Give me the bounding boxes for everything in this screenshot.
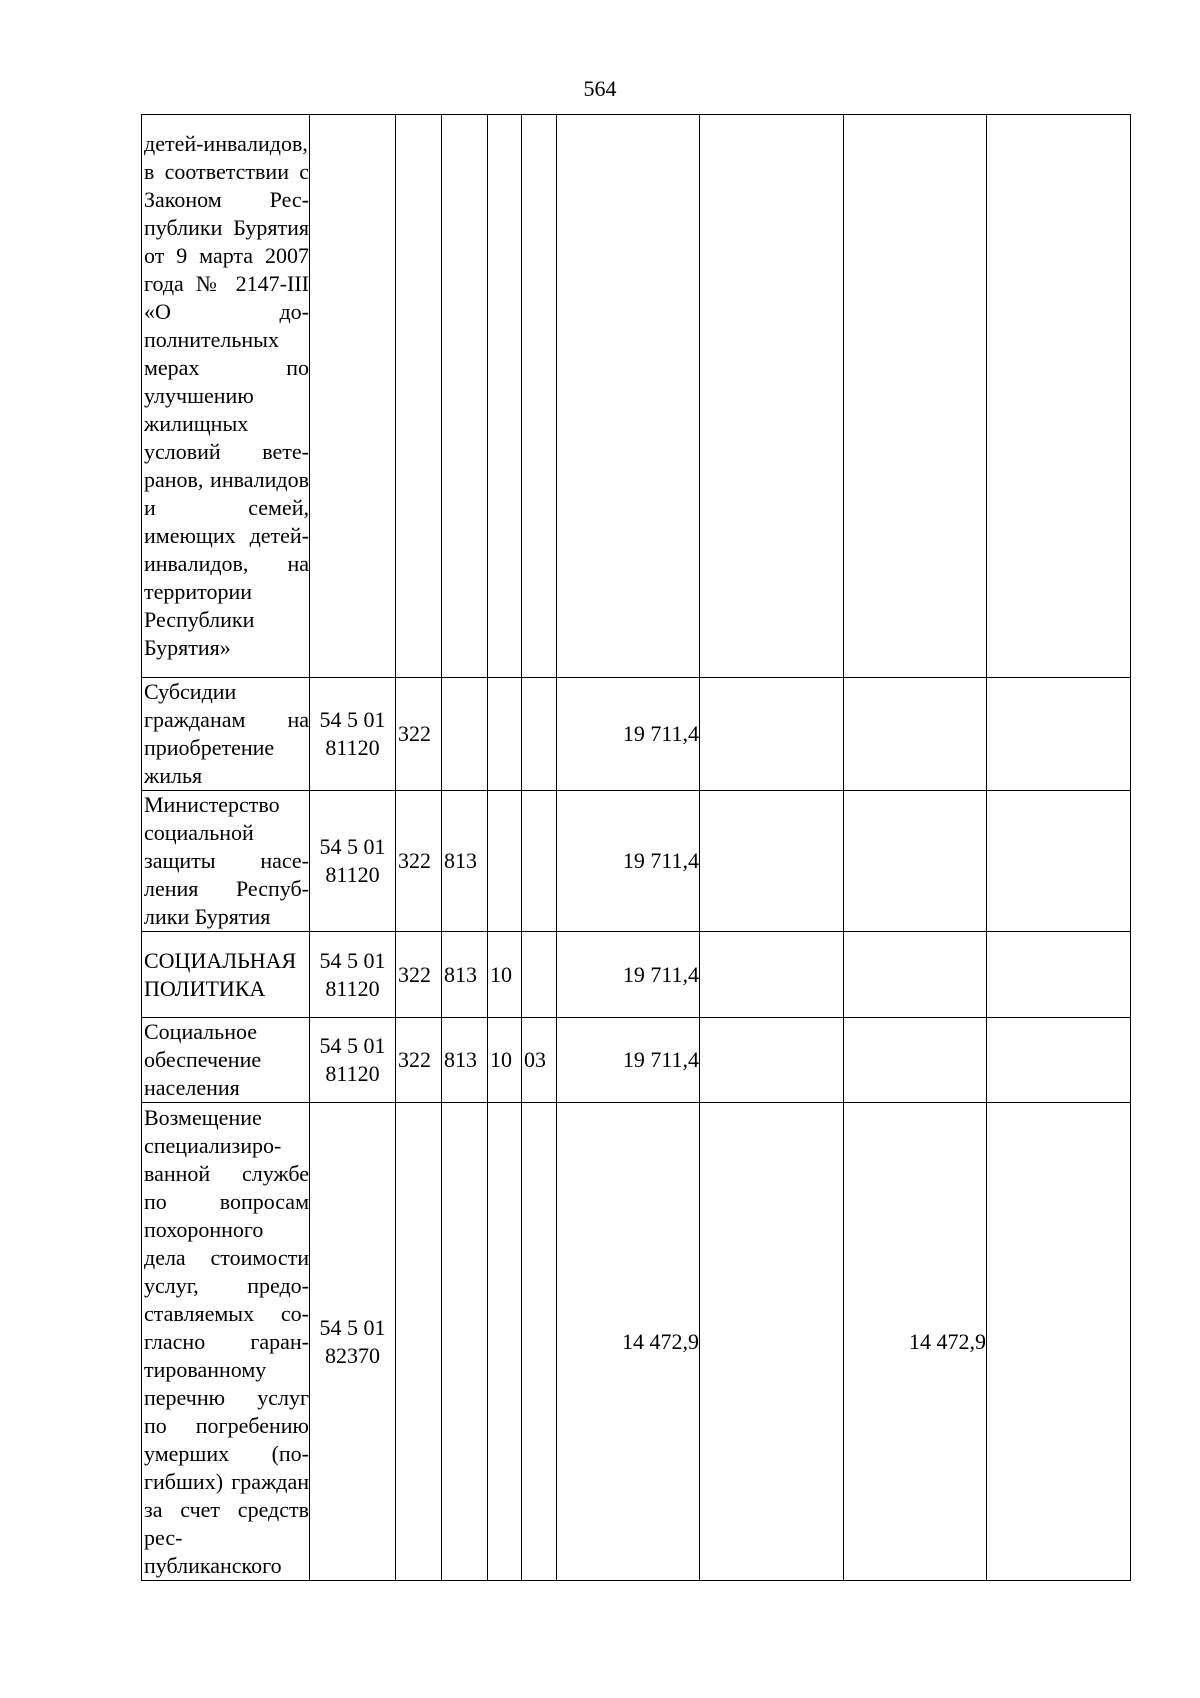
row-sum-total [557, 115, 700, 678]
row-sum-column-2 [700, 932, 844, 1018]
row-sum-column-3: 14 472,9 [844, 1103, 987, 1581]
row-name: Социальное обеспечение населения [142, 1018, 310, 1103]
row-expense-type-code [396, 115, 442, 678]
table-body [142, 115, 1131, 1581]
table-row [142, 1103, 1131, 1581]
row-expense-type-code: 322 [396, 791, 442, 932]
row-target-article-code: 54 5 01 81120 [310, 1018, 396, 1103]
row-sum-column-4 [987, 932, 1131, 1018]
row-sum-column-4 [987, 1018, 1131, 1103]
row-expense-type-code: 322 [396, 1018, 442, 1103]
row-subsection-code: 03 [522, 1018, 557, 1103]
row-subsection-code [522, 791, 557, 932]
table-row [142, 678, 1131, 791]
table-row [142, 791, 1131, 932]
row-sum-column-2 [700, 1018, 844, 1103]
row-section-code: 10 [488, 932, 522, 1018]
row-sum-column-4 [987, 115, 1131, 678]
row-sum-total: 19 711,4 [557, 791, 700, 932]
row-section-code: 10 [488, 1018, 522, 1103]
row-section-code [488, 791, 522, 932]
row-subsection-code [522, 932, 557, 1018]
row-sum-column-2 [700, 791, 844, 932]
row-target-article-code: 54 5 01 81120 [310, 932, 396, 1018]
row-sum-total: 19 711,4 [557, 1018, 700, 1103]
row-administrator-code: 813 [442, 1018, 488, 1103]
row-subsection-code [522, 1103, 557, 1581]
row-sum-column-4 [987, 791, 1131, 932]
row-target-article-code: 54 5 01 82370 [310, 1103, 396, 1581]
table-row [142, 932, 1131, 1018]
row-name: детей-инвалидов, в соответствии с Законом Республики Бурятия от 9 марта 2007 года № 2147-III «О дополнительных мерах по улучшению жилищных условий ветеранов, инвалидов и семей, имеющих детей-инвалидов, на территории Республики Бурятия» [142, 115, 310, 678]
row-expense-type-code [396, 1103, 442, 1581]
page-number: 564 [583, 76, 617, 101]
row-sum-total: 19 711,4 [557, 932, 700, 1018]
row-sum-column-3 [844, 115, 987, 678]
row-expense-type-code: 322 [396, 932, 442, 1018]
row-section-code [488, 678, 522, 791]
row-administrator-code [442, 678, 488, 791]
row-sum-column-4 [987, 678, 1131, 791]
row-sum-total: 14 472,9 [557, 1103, 700, 1581]
row-sum-total: 19 711,4 [557, 678, 700, 791]
budget-table [141, 114, 1131, 1581]
row-target-article-code [310, 115, 396, 678]
row-sum-column-4 [987, 1103, 1131, 1581]
row-section-code [488, 115, 522, 678]
row-sum-column-2 [700, 115, 844, 678]
table-row [142, 115, 1131, 678]
row-target-article-code: 54 5 01 81120 [310, 791, 396, 932]
row-subsection-code [522, 678, 557, 791]
row-expense-type-code: 322 [396, 678, 442, 791]
row-target-article-code: 54 5 01 81120 [310, 678, 396, 791]
row-administrator-code [442, 115, 488, 678]
row-name: Министерство социальной защиты населения Республики Бурятия [142, 791, 310, 932]
row-sum-column-3 [844, 932, 987, 1018]
row-name: СОЦИАЛЬНАЯ ПОЛИТИКА [142, 932, 310, 1018]
row-sum-column-2 [700, 678, 844, 791]
row-administrator-code [442, 1103, 488, 1581]
row-subsection-code [522, 115, 557, 678]
row-name: Возмещение специализированной службе по вопросам похоронного дела стоимости услуг, предоставляемых согласно гарантированному перечню услуг по погребению умерших (погибших) граждан за счет средств республиканского [142, 1103, 310, 1581]
table-row [142, 1018, 1131, 1103]
row-administrator-code: 813 [442, 932, 488, 1018]
row-sum-column-3 [844, 1018, 987, 1103]
row-sum-column-2 [700, 1103, 844, 1581]
row-sum-column-3 [844, 791, 987, 932]
row-section-code [488, 1103, 522, 1581]
row-name: Субсидии гражданам на приобретение жилья [142, 678, 310, 791]
row-administrator-code: 813 [442, 791, 488, 932]
row-sum-column-3 [844, 678, 987, 791]
